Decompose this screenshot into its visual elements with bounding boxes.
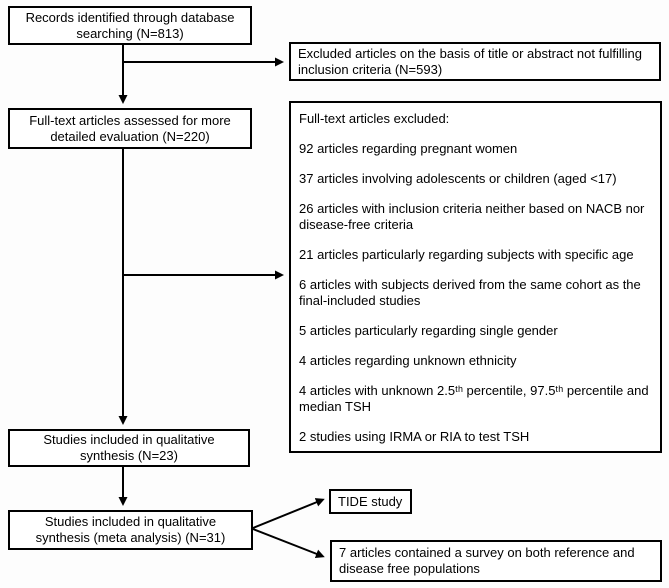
box-fulltext-excluded [289,101,662,453]
box-fulltext-assessed [8,108,252,149]
box-excluded-title-abstract [289,42,661,81]
arrow-meta-to-survey [253,529,322,556]
excluded-reason-irma-ria: 2 studies using IRMA or RIA to test TSH [299,429,530,444]
box-records-identified [8,6,252,45]
arrow-meta-to-tide [253,500,322,528]
box-qualitative-synthesis [8,429,250,467]
box-survey-articles-text: 7 articles contained a survey on both reference and disease free populations [339,545,635,576]
excluded-reason-adolescents: 37 articles involving adolescents or children (aged <17) [299,171,617,186]
excluded-reason-unknown-ethnicity: 4 articles regarding unknown ethnicity [299,353,517,368]
excluded-reason-criteria: 26 articles with inclusion criteria neither based on NACB nor disease-free criteria [299,201,645,232]
box-qualitative-synthesis-text: Studies included in qualitative synthesis (N=23) [43,432,215,463]
box-survey-articles [330,540,662,582]
box-meta-analysis-text: Studies included in qualitative synthesis (meta analysis) (N=31) [35,514,226,545]
fulltext-excluded-title: Full-text articles excluded: [299,111,450,126]
box-tide-study-text: TIDE study [338,493,403,509]
box-fulltext-assessed-text: Full-text articles assessed for more detailed evaluation (N=220) [29,112,231,144]
excluded-reason-same-cohort: 6 articles with subjects derived from the same cohort as the final-included studies [299,277,641,308]
excluded-reason-specific-age: 21 articles particularly regarding subjects with specific age [299,247,634,262]
box-tide-study [329,489,412,514]
excluded-reason-pregnant: 92 articles regarding pregnant women [299,141,518,156]
excluded-reason-unknown-percentile: 4 articles with unknown 2.5ᵗʰ percentile, 97.5ᵗʰ percentile and median TSH [299,383,649,414]
box-records-identified-text: Records identified through database searching (N=813) [25,9,235,41]
box-meta-analysis [8,510,253,550]
excluded-reason-single-gender: 5 articles particularly regarding single gender [299,323,558,338]
box-excluded-title-abstract-text: Excluded articles on the basis of title or abstract not fulfilling inclusion criteria (N=593) [298,45,642,77]
